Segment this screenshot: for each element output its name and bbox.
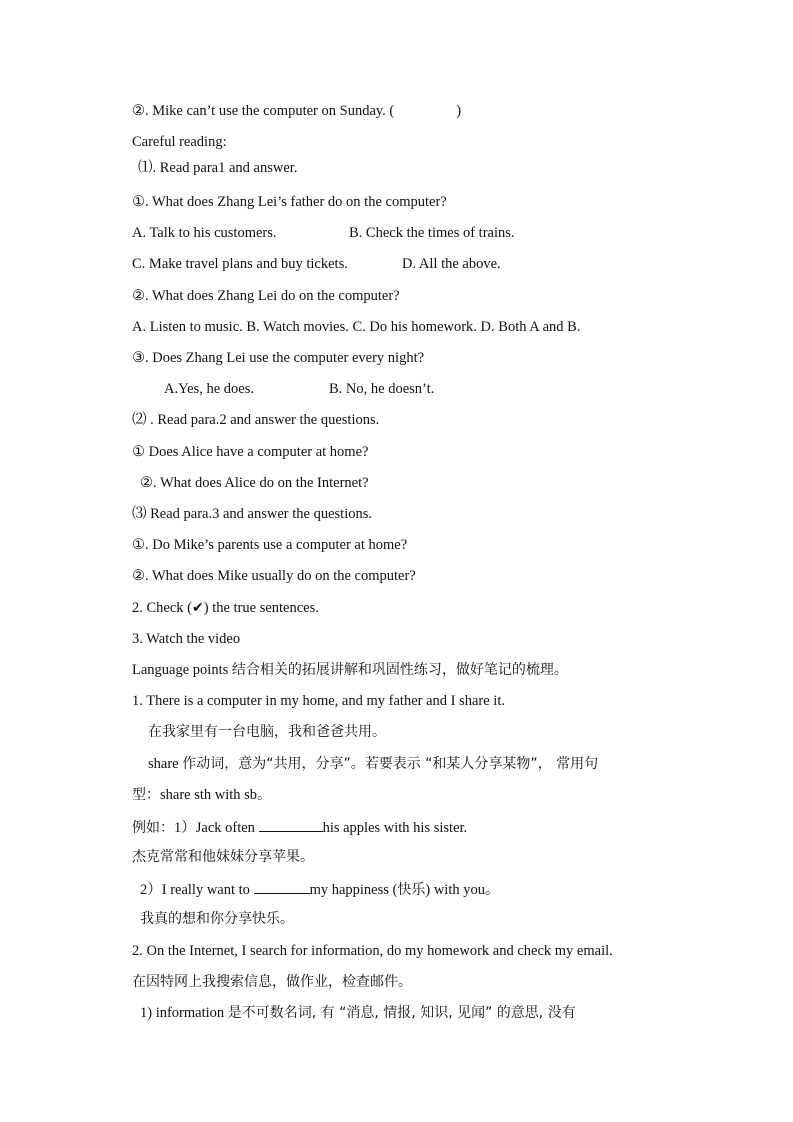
task-check-true: 2. Check (✔) the true sentences. [132,600,319,616]
options-zhanglei: A. Listen to music. B. Watch movies. C. Do his homework. D. Both A and B. [132,319,581,335]
example-sentence-internet: 2. On the Internet, I search for information, do my homework and check my email. [132,943,613,959]
task-para1: ⑴. Read para1 and answer. [138,160,298,176]
example-sentence-share: 1. There is a computer in my home, and my father and I share it. [132,693,505,709]
question-alice-computer: ① Does Alice have a computer at home? [132,444,369,460]
check-icon: ✔ [192,600,204,616]
translation-internet: 在因特网上我搜索信息，做作业，检查邮件。 [132,974,412,990]
option-c-travel: C. Make travel plans and buy tickets. [132,256,348,272]
note-information: 1) information 是不可数名词, 有 “消息, 情报, 知识, 见闻” 的意思, 没有 [140,1005,576,1021]
task-para3: ⑶ Read para.3 and answer the questions. [132,506,372,522]
section-careful-reading: Careful reading: [132,134,227,150]
question-mike-parents: ①. Do Mike’s parents use a computer at home? [132,537,408,553]
example-happiness: 2）I really want to my happiness (快乐) with you。 [140,879,499,899]
question-father-computer: ①. What does Zhang Lei’s father do on the computer? [132,194,447,210]
question-alice-internet: ②. What does Alice do on the Internet? [140,475,369,491]
translation-happiness: 我真的想和你分享快乐。 [140,911,294,927]
translation-share: 在我家里有一台电脑，我和爸爸共用。 [148,724,386,740]
option-a-customers: A. Talk to his customers. [132,225,277,241]
option-no: B. No, he doesn’t. [329,381,435,397]
note-share-verb: share 作动词，意为“共用，分享”。若要表示 “和某人分享某物”， 常用句 [148,756,599,772]
fill-in-blank[interactable] [254,879,310,894]
example-jack: 例如：1）Jack often his apples with his sister. [132,817,467,837]
fill-in-blank[interactable] [259,817,323,832]
translation-jack: 杰克常常和他妹妹分享苹果。 [132,849,314,865]
question-every-night: ③. Does Zhang Lei use the computer every night? [132,350,425,366]
question-mike-usually: ②. What does Mike usually do on the computer? [132,568,416,584]
question-zhanglei-computer: ②. What does Zhang Lei do on the computer? [132,288,400,304]
option-yes: A.Yes, he does. [164,381,254,397]
option-b-trains: B. Check the times of trains. [349,225,515,241]
question-mike-sunday: ②. Mike can’t use the computer on Sunday. ( ) [132,103,462,119]
task-watch-video: 3. Watch the video [132,631,241,647]
language-points-heading: Language points 结合相关的拓展讲解和巩固性练习，做好笔记的梳理。 [132,662,568,678]
option-d-all: D. All the above. [402,256,501,272]
task-para2: ⑵ . Read para.2 and answer the questions. [132,412,380,428]
note-share-pattern: 型：share sth with sb。 [132,787,272,803]
